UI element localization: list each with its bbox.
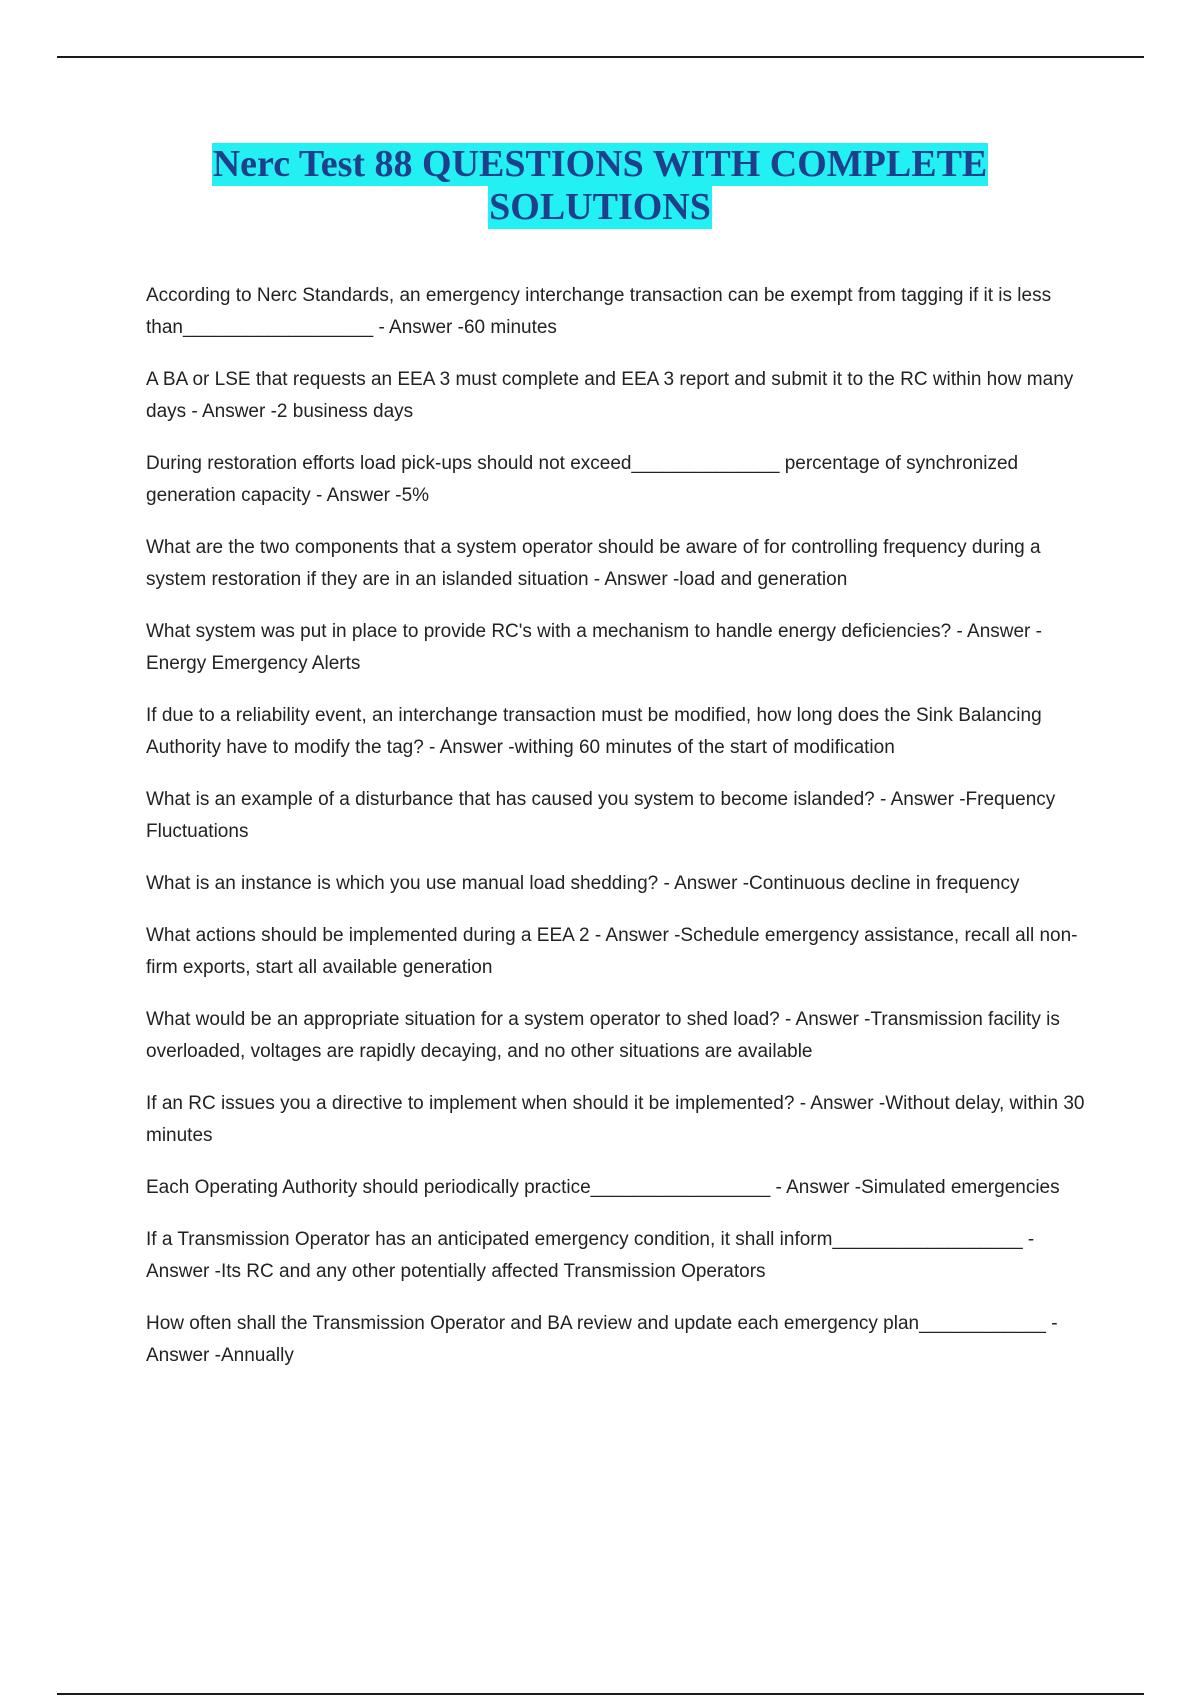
qa-item: A BA or LSE that requests an EEA 3 must complete and EEA 3 report and submit it to the RC within how many days - Answer -2 business days xyxy=(146,369,1074,422)
title-line-2: SOLUTIONS xyxy=(489,186,711,228)
qa-item: What system was put in place to provide RC's with a mechanism to handle energy deficiencies? - Answer -Energy Emergency Alerts xyxy=(146,621,1042,674)
document-title xyxy=(0,143,1200,229)
qa-item: What is an example of a disturbance that has caused you system to become islanded? - Answer -Frequency Fluctuations xyxy=(146,789,1056,842)
qa-item: According to Nerc Standards, an emergency interchange transaction can be exempt from tagging if it is less than__________________ - Answer -60 minutes xyxy=(146,285,1052,338)
qa-item: Each Operating Authority should periodically practice_________________ - Answer -Simulated emergencies xyxy=(146,1177,1060,1198)
qa-list xyxy=(146,280,1091,1392)
qa-item: What is an instance is which you use manual load shedding? - Answer -Continuous decline in frequency xyxy=(146,873,1020,894)
qa-item: If a Transmission Operator has an anticipated emergency condition, it shall inform__________________ - Answer -Its RC and any other potentially affected Transmission Operators xyxy=(146,1229,1035,1282)
qa-item: During restoration efforts load pick-ups should not exceed______________ percentage of synchronized generation capacity - Answer -5% xyxy=(146,453,1019,506)
footer-rule xyxy=(57,1693,1144,1695)
qa-item: How often shall the Transmission Operator and BA review and update each emergency plan____________ - Answer -Annually xyxy=(146,1313,1058,1366)
title-line-1: Nerc Test 88 QUESTIONS WITH COMPLETE xyxy=(212,143,988,185)
qa-item: What actions should be implemented during a EEA 2 - Answer -Schedule emergency assistance, recall all non-firm exports, start all available generation xyxy=(146,925,1078,978)
qa-item: What are the two components that a system operator should be aware of for controlling frequency during a system restoration if they are in an islanded situation - Answer -load and generation xyxy=(146,537,1041,590)
qa-item: If an RC issues you a directive to implement when should it be implemented? - Answer -Without delay, within 30 minutes xyxy=(146,1093,1085,1146)
header-rule xyxy=(57,56,1144,58)
qa-item: If due to a reliability event, an interchange transaction must be modified, how long does the Sink Balancing Authority have to modify the tag? - Answer -withing 60 minutes of the start of modification xyxy=(146,705,1042,758)
qa-item: What would be an appropriate situation for a system operator to shed load? - Answer -Transmission facility is overloaded, voltages are rapidly decaying, and no other situations are available xyxy=(146,1009,1060,1062)
